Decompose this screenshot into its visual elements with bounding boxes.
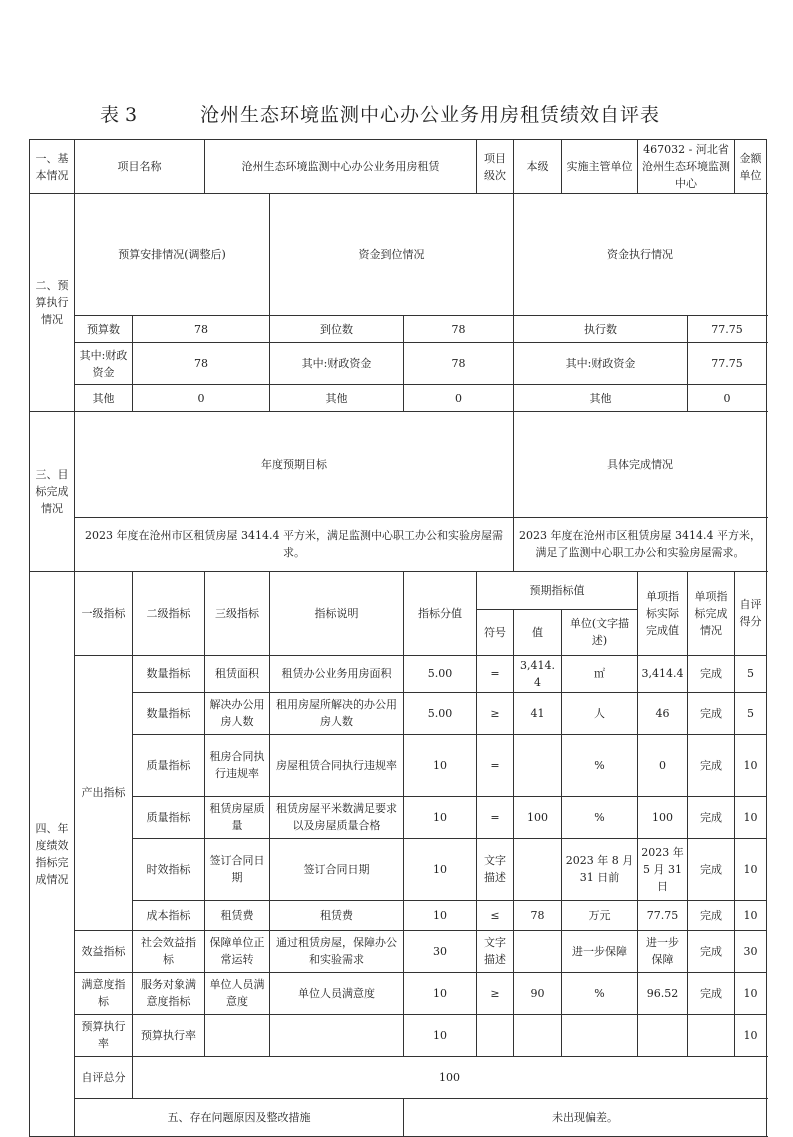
project-name: 沧州生态环境监测中心办公业务用房租赁 bbox=[205, 140, 477, 194]
actual-goal: 2023 年度在沧州市区租赁房屋 3414.4 平方米，满足了监测中心职工办公和实验房屋需求。 bbox=[514, 517, 767, 571]
level-value: 本级 bbox=[514, 140, 562, 194]
table-title: 沧州生态环境监测中心办公业务用房租赁绩效自评表 bbox=[200, 104, 661, 126]
arrived-header: 资金到位情况 bbox=[270, 194, 514, 316]
output-indicator-label: 产出指标 bbox=[75, 655, 133, 930]
annual-goal: 2023 年度在沧州市区租赁房屋 3414.4 平方米，满足监测中心职工办公和实验房屋需求。 bbox=[75, 517, 514, 571]
goal-header-row bbox=[30, 412, 767, 517]
section-issues-label: 五、存在问题原因及整改措施 bbox=[75, 1098, 404, 1136]
plan-header: 预算安排情况(调整后) bbox=[75, 194, 270, 316]
table-row: 满意度指标 服务对象满意度指标 单位人员满意度 单位人员满意度 10 ≥ 90 % 96.52 完成 10 bbox=[30, 972, 767, 1014]
satisfaction-indicator-label: 满意度指标 bbox=[75, 972, 133, 1014]
table-row: 效益指标 社会效益指标 保障单位正常运转 通过租赁房屋，保障办公和实验需求 30 文字描述 进一步保障 进一步保障 完成 30 bbox=[30, 930, 767, 972]
total-label: 自评总分 bbox=[75, 1056, 133, 1098]
table-row: 质量指标 租房合同执行违规率 房屋租赁合同执行违规率 10 = % 0 完成 10 bbox=[30, 734, 767, 796]
table-row: 质量指标 租赁房屋质量 租赁房屋平米数满足要求以及房屋质量合格 10 = 100 % 100 完成 10 bbox=[30, 796, 767, 838]
page-title bbox=[0, 100, 793, 132]
basic-info-row bbox=[30, 140, 767, 194]
unit-label: 实施主管单位 bbox=[562, 140, 638, 194]
section-indicator-label: 四、年度绩效指标完成情况 bbox=[30, 571, 75, 1136]
budget-row: 其中:财政资金 78 其中:财政资金 78 其中:财政资金 77.75 bbox=[30, 343, 767, 385]
annual-goal-header: 年度预期目标 bbox=[75, 412, 514, 517]
performance-table bbox=[29, 139, 767, 1137]
indicator-subheader-row: 符号 值 单位(文字描述) bbox=[30, 609, 767, 655]
section-budget-label: 二、预算执行情况 bbox=[30, 194, 75, 412]
table-row: 预算执行率 预算执行率 10 10 bbox=[30, 1014, 767, 1056]
amount-unit-label: 金额单位 bbox=[735, 140, 767, 194]
exec-header: 资金执行情况 bbox=[514, 194, 767, 316]
table-row: 数量指标 解决办公用房人数 租用房屋所解决的办公用房人数 5.00 ≥ 41 人 46 完成 5 bbox=[30, 692, 767, 734]
total-value: 100 bbox=[133, 1056, 767, 1098]
unit-value: 467032 - 河北省沧州生态环境监测中心 bbox=[638, 140, 735, 194]
actual-goal-header: 具体完成情况 bbox=[514, 412, 767, 517]
budget-header-row bbox=[30, 194, 767, 316]
table-row: 产出指标 数量指标 租赁面积 租赁办公业务用房面积 5.00 = 3,414.4 ㎡ 3,414.4 完成 5 bbox=[30, 655, 767, 692]
table-row: 时效指标 签订合同日期 签订合同日期 10 文字描述 2023 年 8 月 31 日前 2023 年 5 月 31 日 完成 10 bbox=[30, 838, 767, 900]
issues-row bbox=[30, 1098, 767, 1136]
indicator-header-row: 四、年度绩效指标完成情况 一级指标 二级指标 三级指标 指标说明 指标分值 预期指标值 单项指标实际完成值 单项指标完成情况 自评得分 bbox=[30, 571, 767, 609]
level-label: 项目级次 bbox=[477, 140, 514, 194]
table-row: 成本指标 租赁费 租赁费 10 ≤ 78 万元 77.75 完成 10 bbox=[30, 900, 767, 930]
project-name-label: 项目名称 bbox=[75, 140, 205, 194]
budget-exec-indicator-label: 预算执行率 bbox=[75, 1014, 133, 1056]
budget-row: 预算数 78 到位数 78 执行数 77.75 bbox=[30, 316, 767, 343]
issues-text: 未出现偏差。 bbox=[404, 1098, 767, 1136]
section-goal-label: 三、目标完成情况 bbox=[30, 412, 75, 571]
goal-row bbox=[30, 517, 767, 571]
section-basic-label: 一、基本情况 bbox=[30, 140, 75, 194]
benefit-indicator-label: 效益指标 bbox=[75, 930, 133, 972]
table-number: 表 3 bbox=[100, 104, 138, 126]
total-row bbox=[30, 1056, 767, 1098]
budget-row: 其他 0 其他 0 其他 0 bbox=[30, 385, 767, 412]
